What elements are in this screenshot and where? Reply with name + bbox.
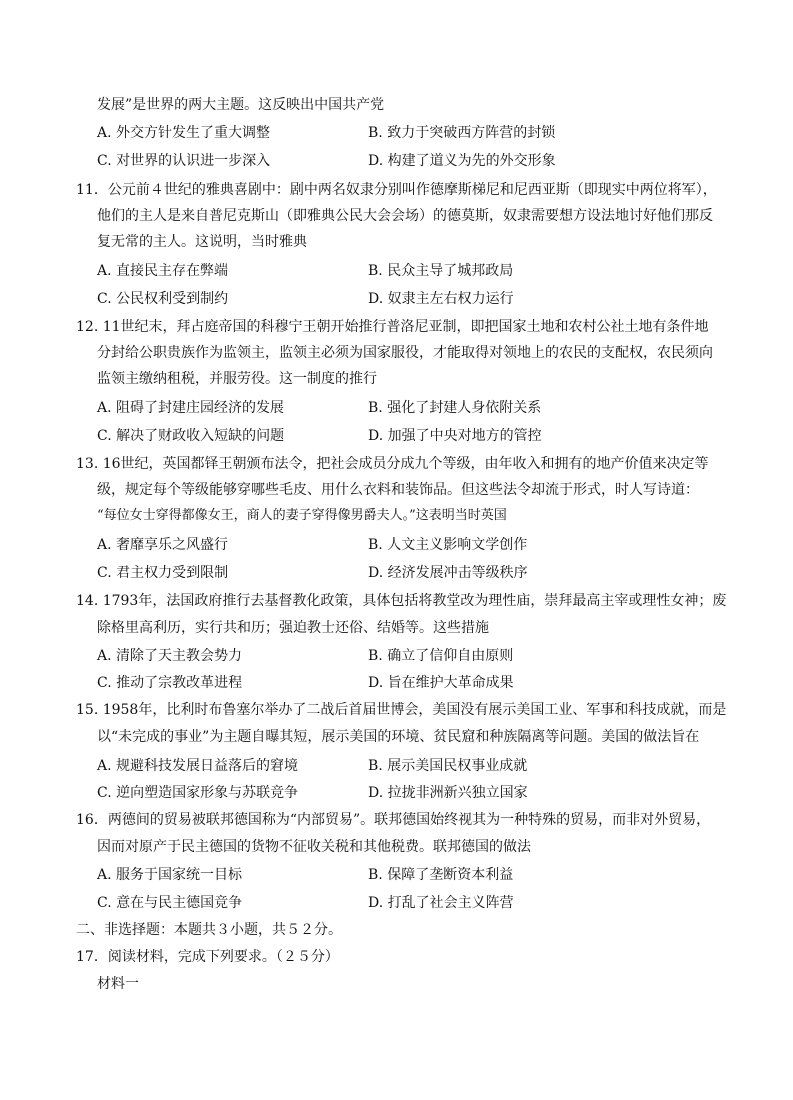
option-10-d: D. 构建了道义为先的外交形象 (368, 153, 556, 169)
option-15-b: B. 展示美国民权事业成就 (368, 758, 528, 774)
option-12-a: A. 阻碍了封建庄园经济的发展 (97, 400, 285, 416)
option-16-d: D. 打乱了社会主义阵营 (368, 895, 514, 911)
question-13-line-1: 13. 16世纪，英国都铎王朝颁布法令，把社会成员分成九个等级，由年收入和拥有的地产价值来决定等 (76, 456, 709, 472)
question-16-line-2: 因而对原产于民主德国的货物不征收关税和其他税费。联邦德国的做法 (97, 839, 531, 855)
option-16-a: A. 服务于国家统一目标 (97, 867, 243, 883)
option-11-d: D. 奴隶主左右权力运行 (368, 291, 514, 307)
option-16-c: C. 意在与民主德国竞争 (97, 895, 243, 911)
option-13-a: A. 奢靡享乐之风盛行 (97, 537, 229, 553)
option-12-d: D. 加强了中央对地方的管控 (368, 428, 542, 444)
section-heading: 二、非选择题：本题共３小题，共５２分。 (76, 922, 342, 938)
option-11-b: B. 民众主导了城邦政局 (368, 263, 514, 279)
option-16-b: B. 保障了垄断资本利益 (368, 867, 514, 883)
question-12-line-1: 12. 11世纪末，拜占庭帝国的科穆宁王朝开始推行普洛尼亚制，即把国家土地和农村公社土地有条件地 (76, 319, 709, 335)
question-12-line-3: 监领主缴纳租税，并服劳役。这一制度的推行 (97, 371, 377, 387)
question-11-line-2: 他们的主人是来自普尼克斯山（即雅典公民大会会场）的德莫斯，奴隶需要想方设法地讨好他们那反 (97, 208, 713, 224)
option-13-b: B. 人文主义影响文学创作 (368, 537, 528, 553)
question-11-line-3: 复无常的主人。这说明，当时雅典 (97, 234, 307, 250)
option-10-b: B. 致力于突破西方阵营的封锁 (368, 125, 556, 141)
question-15-line-1: 15. 1958年，比利时布鲁塞尔举办了二战后首届世博会，美国没有展示美国工业、军事和科技成就，而是 (76, 702, 727, 718)
option-12-b: B. 强化了封建人身依附关系 (368, 400, 542, 416)
option-14-c: C. 推动了宗教改革进程 (97, 675, 243, 691)
question-13-line-3: “每位女士穿得都像女王，商人的妻子穿得像男爵夫人。”这表明当时英国 (97, 508, 507, 523)
option-14-d: D. 旨在维护大革命成果 (368, 675, 514, 691)
question-10-tail: 发展”是世界的两大主题。这反映出中国共产党 (97, 97, 385, 113)
question-14-line-2: 除格里高利历，实行共和历；强迫教士还俗、结婚等。这些措施 (97, 620, 489, 636)
question-16-line-1: 16．两德间的贸易被联邦德国称为“内部贸易”。联邦德国始终视其为一种特殊的贸易，而非对外贸易， (76, 812, 711, 828)
option-10-c: C. 对世界的认识进一步深入 (97, 153, 271, 169)
option-11-c: C. 公民权利受到制约 (97, 291, 229, 307)
question-17-stem: 17．阅读材料，完成下列要求。（２５分） (76, 949, 339, 965)
option-14-b: B. 确立了信仰自由原则 (368, 648, 514, 664)
option-15-c: C. 逆向塑造国家形象与苏联竞争 (97, 785, 299, 801)
question-13-line-2: 级，规定每个等级能够穿哪些毛皮、用什么衣料和装饰品。但这些法令却流于形式，时人写诗道： (97, 482, 699, 498)
question-12-line-2: 分封给公职贵族作为监领主，监领主必须为国家服役，才能取得对领地上的农民的支配权，农民须向 (97, 345, 713, 361)
question-14-line-1: 14. 1793年，法国政府推行去基督教化政策，具体包括将教堂改为理性庙，崇拜最高主宰或理性女神；废 (76, 593, 727, 609)
option-14-a: A. 清除了天主教会势力 (97, 648, 243, 664)
option-13-c: C. 君主权力受到限制 (97, 565, 229, 581)
question-15-line-2: 以“未完成的事业”为主题自曝其短，展示美国的环境、贫民窟和种族隔离等问题。美国的做法旨在 (97, 729, 700, 745)
option-10-a: A. 外交方针发生了重大调整 (97, 125, 271, 141)
option-15-d: D. 拉拢非洲新兴独立国家 (368, 785, 528, 801)
question-11-line-1: 11．公元前４世纪的雅典喜剧中：剧中两名奴隶分别叫作德摩斯梯尼和尼西亚斯（即现实中两位将军）， (76, 182, 717, 198)
option-11-a: A. 直接民主存在弊端 (97, 263, 229, 279)
option-15-a: A. 规避科技发展日益落后的窘境 (97, 758, 299, 774)
option-13-d: D. 经济发展冲击等级秩序 (368, 565, 528, 581)
material-label: 材料一 (97, 976, 139, 992)
option-12-c: C. 解决了财政收入短缺的问题 (97, 428, 285, 444)
